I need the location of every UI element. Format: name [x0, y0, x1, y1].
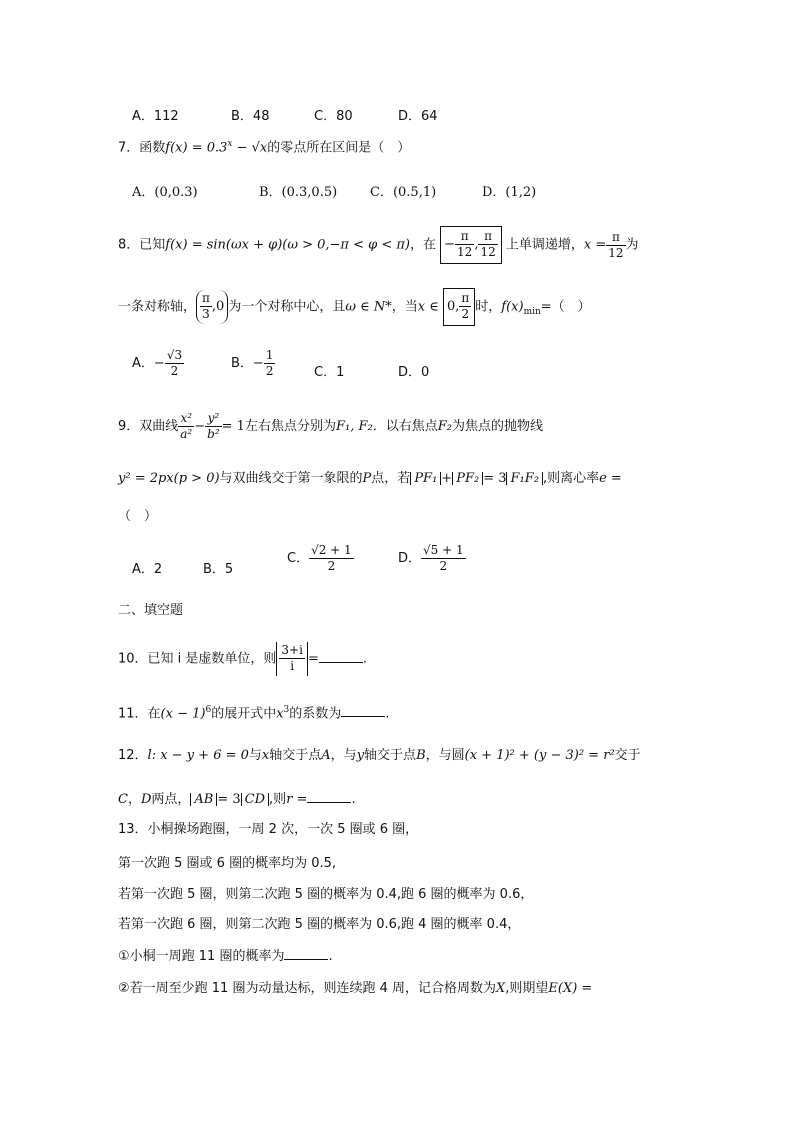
q8-domain [443, 288, 475, 326]
q13-sub1-end: . [328, 949, 333, 964]
q13-sub2 [118, 982, 592, 995]
q12-answer-blank[interactable] [307, 792, 351, 803]
q7-option-d: D．(1,2) [482, 185, 537, 200]
q12-line: l: x − y + 6 = 0 [147, 748, 249, 763]
q8-domain-num: π [461, 291, 470, 305]
q8-opt-a-frac [165, 348, 184, 379]
q8-opt-a-num: √3 [166, 348, 183, 362]
q10-num: 3+i [281, 643, 303, 657]
q11-prefix: 11．在 [118, 706, 161, 722]
q8-prefix: 8．已知 [118, 237, 166, 253]
q11-base: (x − 1) [160, 706, 206, 722]
q8-option-a [132, 348, 184, 379]
q9-line2-mid: 与双曲线交于第一象限的 [219, 471, 363, 486]
q12-stem-line2 [118, 792, 356, 806]
q9-stem-line2 [118, 472, 622, 485]
q9-eq3: = 3 [483, 471, 507, 486]
q8-frac-b [478, 229, 497, 260]
q10-eq: = [307, 651, 319, 667]
q12-mid4: 轴交于点 [364, 748, 417, 763]
q7-formula2: − √x [232, 140, 268, 156]
q8-mid2: 上单调递增， [505, 237, 584, 253]
q8-mid3: 为 [625, 237, 639, 253]
q8-center-tail: ,0 [211, 299, 225, 314]
q10-answer-blank[interactable] [319, 652, 363, 663]
q10-stem [118, 642, 367, 677]
q8-axis-num: π [606, 230, 625, 246]
q8-axis-frac [606, 230, 625, 261]
q10-den: i [290, 659, 295, 673]
q13-line4: 若第一次跑 6 圈，则第二次跑 5 圈的概率为 0.6,跑 4 圈的概率 0.4， [118, 917, 521, 932]
q8-line2-a: 一条对称轴， [118, 299, 197, 315]
q9-opt-c-den: 2 [327, 559, 336, 573]
q6-option-d: D．64 [398, 109, 438, 124]
q8-line2-b: 为一个对称中心，且 [228, 299, 346, 315]
q8-option-b [231, 348, 275, 379]
q7-formula: f(x) = 0.3 [165, 140, 228, 156]
q7-option-a: A．(0,0.3) [132, 185, 198, 200]
q8-fmin: f(x) [501, 299, 524, 315]
q8-domain-den: 2 [461, 307, 470, 321]
q9-paren: （ ） [118, 509, 158, 524]
q8-frac-a [455, 229, 474, 260]
q7-suffix: 的零点所在区间是（ ） [267, 140, 411, 156]
q9-x2: x² [178, 411, 194, 427]
q9-frac-y [205, 411, 222, 442]
q12-mid5: ，与圆 [425, 748, 465, 763]
q12-mid6: 交于 [614, 748, 641, 763]
q12-two-points: 两点， [151, 792, 191, 807]
q12-a: A [321, 748, 331, 763]
q8-opt-a-label: A． [132, 356, 154, 371]
q11-tail: 的系数为 [289, 706, 342, 722]
q9-opt-d-num: √5 + 1 [423, 543, 464, 557]
q11-stem [118, 706, 389, 720]
q8-interval: − $\frac{\pi}{12}$ , $\frac{\pi}{12}$ [440, 226, 502, 264]
q13-line3: 若第一次跑 5 圈，则第二次跑 5 圈的概率为 0.4,跑 6 圈的概率为 0.6， [118, 887, 534, 902]
q9-pf2: PF₂ [452, 472, 483, 485]
q8-opt-b-label: B． [231, 356, 253, 371]
q7-stem [118, 140, 410, 154]
q8-mid1: ，在 [409, 237, 436, 253]
q8-frac-a-num: π [455, 229, 474, 245]
q8-frac-b-num: π [478, 229, 497, 245]
q8-opt-a-sign: − [153, 356, 165, 371]
q11-x: x [276, 706, 284, 722]
q8-line2-e: =（ ） [540, 299, 591, 315]
q11-end: . [385, 706, 390, 722]
q9-mid3: 为焦点的抛物线 [451, 419, 543, 434]
q12-c: C [118, 792, 128, 807]
q8-stem-line1 [118, 226, 639, 264]
q13-sub2-text: ②若一周至少跑 11 圈为动量达标，则连续跑 4 周，记合格周数为 [118, 981, 496, 996]
q12-b: B [416, 748, 426, 763]
q9-opt-d-den: 2 [439, 559, 448, 573]
section-title-fill-in: 二、填空题 [118, 603, 184, 618]
q12-y: y [356, 748, 365, 763]
q7-prefix: 7．函数 [118, 140, 166, 156]
q8-zero: 0, [446, 299, 460, 314]
q10-end: . [362, 651, 367, 667]
q8-minus: − [444, 237, 456, 252]
q12-end: . [351, 792, 356, 807]
q13-sub2-mid: ,则期望 [505, 981, 549, 996]
q13-line2: 第一次跑 5 圈或 6 圈的概率均为 0.5, [118, 856, 337, 871]
q13-x: X [496, 981, 506, 996]
q8-fmin-sub: min [523, 307, 541, 318]
q8-opt-b-den: 2 [265, 364, 274, 378]
q8-axis-x: x = [583, 237, 607, 253]
q8-center-num: π [202, 291, 210, 305]
q9-line2-mid2: 点，若 [371, 471, 411, 486]
q9-f1f2: F₁F₂ [506, 472, 542, 485]
q9-line2-tail: ,则离心率 [542, 471, 600, 486]
q8-stem-line2 [118, 288, 591, 329]
q9-pf1: PF₁ [410, 472, 441, 485]
q9-option-a: A．2 [132, 562, 163, 577]
q12-x: x [261, 748, 270, 763]
q9-stem-line1: 9．双曲线 $\frac{\text{x²}}{\text{a²}}$ − $\frac{\text{y²}}{\text{b²}}$ = 1左右焦点分别为F₁, F₂．以右焦点F₂为焦点的抛物线 [118, 411, 543, 441]
q8-omega-set: ω ∈ N* [345, 299, 392, 315]
q10-prefix: 10．已知 i 是虚数单位，则 [118, 651, 277, 667]
q8-opt-b-sign: − [252, 356, 264, 371]
q9-opt-d-frac [421, 543, 466, 574]
q9-option-b: B．5 [203, 562, 234, 577]
q13-sub1-blank[interactable] [284, 949, 328, 960]
q12-comma: ， [127, 792, 141, 807]
q7-option-b: B．(0.3,0.5) [259, 185, 338, 200]
q7-option-c: C．(0.5,1) [370, 185, 437, 200]
q12-tail: ,则 [269, 792, 287, 807]
q9-parabola: y² = 2px(p > 0) [118, 471, 220, 486]
q8-axis-den: 12 [608, 245, 624, 260]
q9-opt-c-frac [309, 543, 354, 574]
q9-y2: y² [205, 411, 222, 427]
q8-opt-b-num: 1 [265, 348, 274, 362]
q10-abs [276, 642, 308, 676]
q8-opt-b-frac [264, 348, 276, 379]
q12-prefix: 12． [118, 748, 148, 763]
q9-e: e = [599, 471, 622, 486]
q9-option-d [398, 543, 466, 574]
q13-ex: E(X) = [548, 981, 593, 996]
q11-exp: 6 [205, 705, 212, 715]
q9-a2: a² [180, 427, 193, 441]
q8-option-d: D．0 [398, 365, 430, 380]
q12-d: D [140, 792, 152, 807]
q9-opt-c-num: √2 + 1 [311, 543, 352, 557]
q11-x-exp: 3 [283, 705, 290, 715]
q9-eq1: = 1 [221, 419, 245, 434]
q12-r: r = [286, 792, 308, 807]
q12-mid2: 轴交于点 [269, 748, 322, 763]
q8-frac-b-den: 12 [480, 245, 496, 259]
q8-center-frac [200, 291, 212, 322]
q10-frac [279, 643, 305, 674]
q8-center-den: 3 [202, 307, 210, 321]
q9-prefix: 9．双曲线 [118, 419, 179, 434]
q9-opt-c-label: C． [287, 551, 310, 566]
q9-frac-x [178, 411, 194, 442]
q12-mid3: ，与 [330, 748, 357, 763]
q11-answer-blank[interactable] [341, 706, 385, 717]
q9-mid2: ．以右焦点 [372, 419, 438, 434]
q12-eq: = 3 [217, 792, 241, 807]
q13-sub1-text: ①小桐一周跑 11 圈的概率为 [118, 949, 285, 964]
q8-frac-a-den: 12 [457, 245, 473, 259]
q8-center [196, 290, 228, 324]
q8-line2-c: ，当 [391, 299, 418, 315]
q6-option-b: B．48 [231, 109, 270, 124]
q8-formula: f(x) = sin(ωx + φ)(ω > 0,−π < φ < π) [165, 237, 410, 253]
q9-mid1: 左右焦点分别为 [244, 419, 336, 434]
q12-stem-line1 [118, 749, 641, 762]
q9-p: P [362, 471, 372, 486]
q13-line1: 13．小桐操场跑圈，一周 2 次，一次 5 圈或 6 圈， [118, 822, 419, 837]
q9-foci: F₁, F₂ [335, 419, 373, 434]
q9-opt-d-label: D． [398, 551, 422, 566]
q11-mid: 的展开式中 [211, 706, 277, 722]
q8-opt-a-den: 2 [170, 364, 179, 378]
q12-cd: CD [241, 793, 269, 806]
q12-mid1: 与 [248, 748, 262, 763]
q9-option-c [287, 543, 354, 574]
q6-option-a: A．112 [132, 109, 179, 124]
q9-b2: b² [207, 427, 220, 441]
q9-f2: F₂ [437, 419, 452, 434]
q8-line2-d: 时， [475, 299, 502, 315]
q8-domain-frac [459, 291, 471, 322]
q8-x-in: x ∈ [417, 299, 439, 315]
q9-plus: + [441, 471, 453, 486]
q8-option-c: C．1 [314, 365, 345, 380]
q7-exp: x [227, 139, 233, 149]
q12-circle: (x + 1)² + (y − 3)² = r² [464, 748, 615, 763]
q6-option-c: C．80 [314, 109, 353, 124]
q13-sub1 [118, 949, 333, 963]
q12-ab: AB [190, 793, 217, 806]
